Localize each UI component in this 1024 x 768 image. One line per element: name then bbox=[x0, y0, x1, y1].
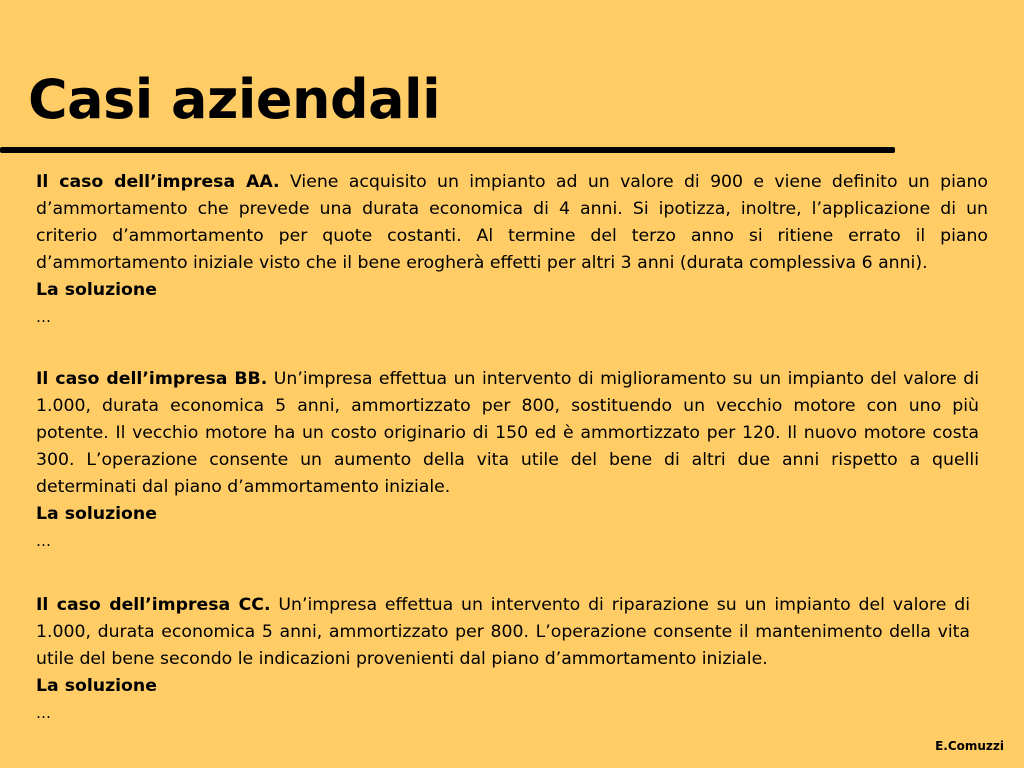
slide-title: Casi aziendali bbox=[28, 68, 441, 131]
solution-label: La soluzione bbox=[36, 280, 157, 300]
case-text: Viene acquisito un impianto ad un valore di 900 e viene definito un piano d’ammortamento che prevede una durata economica di 4 anni. Si ipotizza, inoltre, l’applicazione di un criterio d’ammortamento per quote costanti. Al termine del terzo anno si ritiene errato il piano d’ammortamento iniziale visto che il bene erogherà effetti per altri 3 anni (durata complessiva 6 anni). bbox=[36, 172, 988, 273]
case-heading: Il caso dell’impresa CC. bbox=[36, 595, 271, 615]
solution-label: La soluzione bbox=[36, 676, 157, 696]
case-heading: Il caso dell’impresa BB. bbox=[36, 369, 268, 389]
case-description bbox=[36, 169, 988, 277]
case-description bbox=[36, 592, 970, 673]
solution-ellipsis: … bbox=[36, 308, 51, 326]
case-text: Un’impresa effettua un intervento di riparazione su un impianto del valore di 1.000, durata economica 5 anni, ammortizzato per 800. L’operazione consente il mantenimento della vita utile del bene secondo le indicazioni provenienti dal piano d’ammortamento iniziale. bbox=[36, 595, 970, 669]
case-description bbox=[36, 366, 979, 501]
solution-ellipsis: … bbox=[36, 532, 51, 550]
solution-label: La soluzione bbox=[36, 504, 157, 524]
title-underline bbox=[0, 147, 895, 153]
case-aa bbox=[36, 169, 988, 331]
case-text: Un’impresa effettua un intervento di miglioramento su un impianto del valore di 1.000, durata economica 5 anni, ammortizzato per 800, sostituendo un vecchio motore con uno più potente. Il vecchio motore ha un costo originario di 150 ed è ammortizzato per 120. Il nuovo motore costa 300. L’operazione consente un aumento della vita utile del bene di altri due anni rispetto a quelli determinati dal piano d’ammortamento iniziale. bbox=[36, 369, 980, 497]
author-footer: E.Comuzzi bbox=[935, 739, 1004, 753]
case-bb bbox=[36, 366, 979, 555]
solution-ellipsis: … bbox=[36, 704, 51, 722]
case-heading: Il caso dell’impresa AA. bbox=[36, 172, 280, 192]
case-cc bbox=[36, 592, 970, 727]
